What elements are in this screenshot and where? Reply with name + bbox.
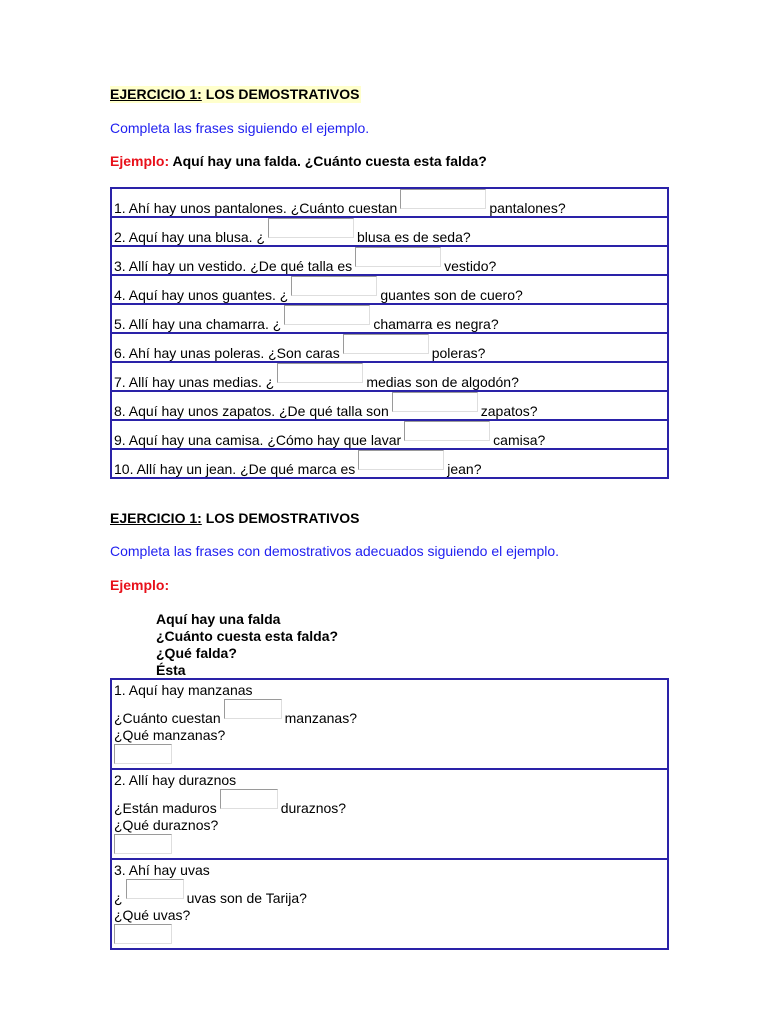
exercise1-table bbox=[110, 187, 669, 479]
exercise1-row bbox=[111, 304, 668, 333]
exercise1-row bbox=[111, 449, 668, 478]
exercise1-cell bbox=[111, 246, 668, 275]
exercise1-cell bbox=[111, 420, 668, 449]
sentence-after: manzanas? bbox=[284, 710, 358, 726]
sentence-after: uvas son de Tarija? bbox=[186, 890, 307, 906]
exercise1-cell bbox=[111, 217, 668, 246]
item-sentence bbox=[114, 789, 667, 817]
answer-input[interactable] bbox=[220, 789, 278, 809]
exercise1-row bbox=[111, 333, 668, 362]
exercise1-example bbox=[110, 153, 487, 169]
exercise1-cell bbox=[111, 275, 668, 304]
exercise1-row bbox=[111, 275, 668, 304]
exercise1-cell bbox=[111, 333, 668, 362]
example-line: ¿Cuánto cuesta esta falda? bbox=[156, 628, 339, 644]
sentence-before: ¿ bbox=[114, 890, 123, 906]
sentence-after: poleras? bbox=[431, 345, 486, 361]
exercise1-row bbox=[111, 217, 668, 246]
exercise1-title bbox=[110, 86, 361, 103]
example-line: Aquí hay una falda bbox=[156, 611, 281, 627]
item-question: ¿Qué uvas? bbox=[114, 907, 191, 923]
sentence-before: ¿Están maduros bbox=[114, 800, 217, 816]
answer-input[interactable] bbox=[404, 421, 490, 441]
exercise1-row bbox=[111, 246, 668, 275]
answer-input[interactable] bbox=[355, 247, 441, 267]
item-answer-line bbox=[114, 924, 667, 948]
sentence-before: 2. Aquí hay una blusa. ¿ bbox=[114, 229, 265, 245]
exercise1-cell bbox=[111, 391, 668, 420]
exercise1-row bbox=[111, 188, 668, 217]
sentence-before: 6. Ahí hay unas poleras. ¿Son caras bbox=[114, 345, 340, 361]
item-sentence bbox=[114, 699, 667, 727]
sentence-before: 10. Allí hay un jean. ¿De qué marca es bbox=[114, 461, 356, 477]
exercise1-row bbox=[111, 362, 668, 391]
answer-input[interactable] bbox=[343, 334, 429, 354]
item-answer-line bbox=[114, 834, 667, 858]
exercise2-example-model bbox=[156, 611, 338, 679]
exercise1-example-label: Ejemplo: bbox=[110, 153, 170, 169]
answer-input[interactable] bbox=[277, 363, 363, 383]
item-heading: 2. Allí hay duraznos bbox=[114, 772, 237, 788]
sentence-before: 9. Aquí hay una camisa. ¿Cómo hay que lavar bbox=[114, 432, 402, 448]
exercise1-row bbox=[111, 391, 668, 420]
exercise2-instruction: Completa las frases con demostrativos adecuados siguiendo el ejemplo. bbox=[110, 543, 560, 559]
sentence-after: zapatos? bbox=[480, 403, 538, 419]
answer-input[interactable] bbox=[358, 450, 444, 470]
exercise2-row bbox=[111, 859, 668, 949]
item-heading: 3. Ahí hay uvas bbox=[114, 862, 210, 878]
exercise2-row bbox=[111, 769, 668, 859]
item-sentence bbox=[114, 879, 667, 907]
sentence-before: 3. Allí hay un vestido. ¿De qué talla es bbox=[114, 258, 353, 274]
answer-input[interactable] bbox=[268, 218, 354, 238]
example-line: Ésta bbox=[156, 662, 186, 678]
answer-input[interactable] bbox=[114, 744, 172, 764]
exercise2-cell bbox=[111, 679, 668, 769]
exercise1-instruction: Completa las frases siguiendo el ejemplo. bbox=[110, 120, 370, 136]
exercise1-cell bbox=[111, 362, 668, 391]
exercise1-row bbox=[111, 420, 668, 449]
answer-input[interactable] bbox=[126, 879, 184, 899]
example-line: ¿Qué falda? bbox=[156, 645, 237, 661]
answer-input[interactable] bbox=[400, 189, 486, 209]
exercise1-example-text: Aquí hay una falda. ¿Cuánto cuesta esta falda? bbox=[172, 153, 487, 169]
exercise2-cell bbox=[111, 769, 668, 859]
exercise2-table bbox=[110, 678, 669, 950]
item-question: ¿Qué duraznos? bbox=[114, 817, 219, 833]
sentence-before: 7. Allí hay unas medias. ¿ bbox=[114, 374, 275, 390]
sentence-after: camisa? bbox=[493, 432, 546, 448]
answer-input[interactable] bbox=[114, 924, 172, 944]
item-question: ¿Qué manzanas? bbox=[114, 727, 226, 743]
sentence-before: 1. Ahí hay unos pantalones. ¿Cuánto cuestan bbox=[114, 200, 398, 216]
sentence-after: jean? bbox=[447, 461, 482, 477]
answer-input[interactable] bbox=[224, 699, 282, 719]
sentence-before: 4. Aquí hay unos guantes. ¿ bbox=[114, 287, 289, 303]
answer-input[interactable] bbox=[114, 834, 172, 854]
exercise1-cell bbox=[111, 188, 668, 217]
exercise1-title-topic: LOS DEMOSTRATIVOS bbox=[205, 86, 360, 102]
item-heading: 1. Aquí hay manzanas bbox=[114, 682, 253, 698]
exercise2-example-label: Ejemplo: bbox=[110, 577, 170, 593]
exercise1-cell bbox=[111, 304, 668, 333]
exercise2-title bbox=[110, 510, 359, 526]
sentence-before: 8. Aquí hay unos zapatos. ¿De qué talla son bbox=[114, 403, 389, 419]
sentence-before: ¿Cuánto cuestan bbox=[114, 710, 221, 726]
sentence-before: 5. Allí hay una chamarra. ¿ bbox=[114, 316, 282, 332]
exercise1-title-number: EJERCICIO 1: bbox=[110, 86, 202, 102]
exercise2-title-topic: LOS DEMOSTRATIVOS bbox=[205, 510, 360, 526]
sentence-after: duraznos? bbox=[280, 800, 347, 816]
sentence-after: blusa es de seda? bbox=[357, 229, 471, 245]
sentence-after: medias son de algodón? bbox=[366, 374, 519, 390]
item-answer-line bbox=[114, 744, 667, 768]
exercise2-row bbox=[111, 679, 668, 769]
answer-input[interactable] bbox=[284, 305, 370, 325]
exercise2-title-number: EJERCICIO 1: bbox=[110, 510, 202, 526]
exercise2-cell bbox=[111, 859, 668, 949]
sentence-after: pantalones? bbox=[489, 200, 566, 216]
answer-input[interactable] bbox=[291, 276, 377, 296]
sentence-after: vestido? bbox=[444, 258, 497, 274]
answer-input[interactable] bbox=[392, 392, 478, 412]
exercise1-cell bbox=[111, 449, 668, 478]
sentence-after: chamarra es negra? bbox=[373, 316, 499, 332]
sentence-after: guantes son de cuero? bbox=[380, 287, 523, 303]
